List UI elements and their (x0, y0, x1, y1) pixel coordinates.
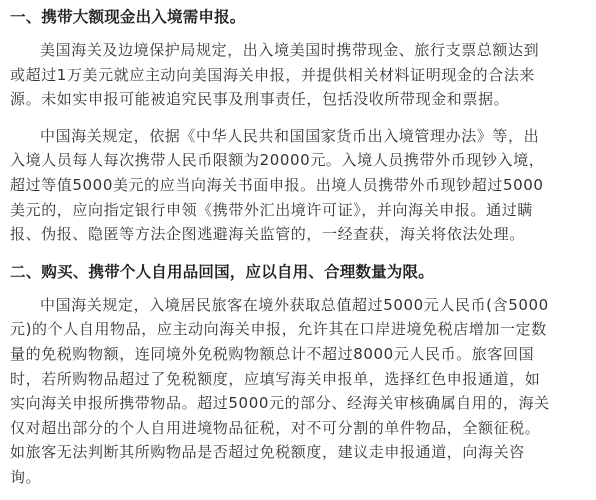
paragraph-line: 源。未如实申报可能被追究民事及刑事责任，包括没收所带现金和票据。 (10, 90, 510, 109)
paragraph-line: 美国海关及边境保护局规定，出入境美国时携带现金、旅行支票总额达到 (40, 41, 540, 59)
section-heading-cash: 一、携带大额现金出入境需申报。 (10, 8, 246, 26)
paragraph-line: 如旅客无法判断其所购物品是否超过免税额度，建议走申报通道，向海关咨 (10, 443, 525, 462)
paragraph-line: 中国海关规定，依据《中华人民共和国国家货币出入境管理办法》等，出 (40, 126, 540, 145)
paragraph-duty-free-rules (10, 293, 588, 490)
paragraph-line: 中国海关规定，入境居民旅客在境外获取总值超过5000元人民币(含5000 (40, 295, 549, 314)
paragraph-line: 询。 (10, 467, 42, 486)
paragraph-china-customs-currency (10, 124, 588, 247)
paragraph-line: 超过等值5000美元的应当向海关书面申报。出境人员携带外币现钞超过5000 (10, 175, 544, 194)
paragraph-line: 报、伪报、隐匿等方法企图逃避海关监管的，一经查获，海关将依法处理。 (10, 225, 525, 244)
paragraph-line: 美元的，应向指定银行申领《携带外汇出境许可证》，并向海关申报。通过瞒 (10, 200, 533, 219)
paragraph-line: 入境人员每人每次携带人民币限额为20000元。入境人员携带外币现钞入境， (10, 151, 545, 170)
paragraph-line: 时，若所购物品超过了免税额度，应填写海关申报单，选择红色申报通道，如 (10, 369, 541, 388)
paragraph-line: 元)的个人自用物品，应主动向海关申报，允许其在口岸进境免税店增加一定数 (10, 320, 547, 339)
paragraph-us-customs (10, 38, 588, 112)
paragraph-line: 实向海关申报所携带物品。超过5000元的部分、经海关审核确属自用的，海关 (10, 394, 550, 413)
section-heading-personal-items: 二、购买、携带个人自用品回国，应以自用、合理数量为限。 (10, 262, 434, 281)
paragraph-line: 量的免税购物额，连同境外免税购物额总计不超过8000元人民币。旅客回国 (10, 344, 535, 363)
paragraph-line: 或超过1万美元就应主动向美国海关申报，并提供相关材料证明现金的合法来 (10, 65, 535, 84)
paragraph-line: 仅对超出部分的个人自用进境物品征税，对不可分割的单件物品，全额征税。 (10, 418, 541, 437)
